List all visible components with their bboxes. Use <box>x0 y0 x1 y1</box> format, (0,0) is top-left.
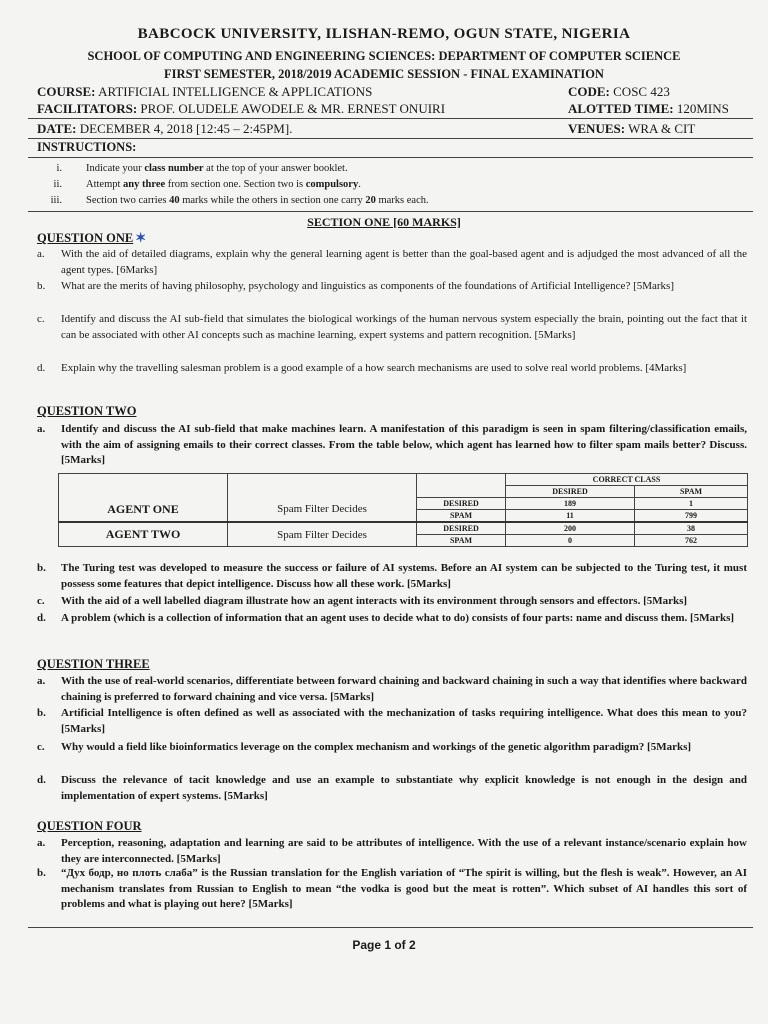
item-text: Why would a field like bioinformatics leverage on the complex mechanism and workings of the genetic algorithm paradigm? [5Marks] <box>61 741 692 753</box>
instruction-number: i. <box>56 163 62 174</box>
time-row <box>568 101 729 117</box>
date-label: DATE: <box>37 121 77 136</box>
instruction-emphasis: any three <box>123 179 166 190</box>
item-text: “Дух бодр, но плоть слаба” is the Russian translation for the English variation of “The spirit is willing, but the flesh is weak”. However, an AI mechanism translates from Russian to English to mean “the vodka is good but the meat is rotten”. Which subset of AI handles this sort of problems and what is playing out here? [5Marks] <box>61 867 747 910</box>
item-letter: d. <box>37 362 46 374</box>
item-text: With the aid of a well labelled diagram illustrate how an agent interacts with its environment through sensors and effectors. [5Marks] <box>61 595 688 607</box>
instruction-item <box>86 163 348 174</box>
question-three-heading: QUESTION THREE <box>37 657 150 671</box>
item-letter: a. <box>37 248 45 260</box>
item-letter: d. <box>37 774 46 786</box>
item-letter: a. <box>37 837 46 849</box>
question-item <box>37 279 747 295</box>
date-value: DECEMBER 4, 2018 [12:45 – 2:45PM]. <box>79 121 293 136</box>
instruction-emphasis: 20 <box>365 195 376 206</box>
question-one-heading <box>37 230 146 246</box>
table-cell <box>59 474 228 498</box>
course-value: ARTIFICIAL INTELLIGENCE & APPLICATIONS <box>98 84 373 99</box>
column-header: DESIRED <box>506 486 635 498</box>
divider <box>28 138 753 139</box>
facilitators-label: FACILITATORS: <box>37 101 138 116</box>
instruction-text: from section one. Section two is <box>165 179 306 190</box>
question-title: QUESTION ONE <box>37 231 134 245</box>
table-cell <box>228 474 417 498</box>
code-row <box>568 84 670 100</box>
facilitators-value: PROF. OLUDELE AWODELE & MR. ERNEST ONUIRI <box>140 101 446 116</box>
item-letter: b. <box>37 707 46 719</box>
item-letter: b. <box>37 562 46 574</box>
question-item <box>37 611 747 627</box>
instruction-text: marks each. <box>375 195 429 206</box>
item-text: Perception, reasoning, adaptation and learning are said to be attributes of intelligence. With the use of a relevant instance/scenario explain how they are interconnected. [5Marks] <box>61 837 747 865</box>
venues-row <box>568 121 695 137</box>
date-row <box>37 121 292 137</box>
school-title: SCHOOL OF COMPUTING AND ENGINEERING SCIENCES: DEPARTMENT OF COMPUTER SCIENCE <box>87 49 681 63</box>
item-text: Identify and discuss the AI sub-field that make machines learn. A manifestation of this paradigm is seen in spam filtering/classification emails, with the aim of assigning emails to their correct classes. From the table below, which agent has learned how to filter spam mails better? Discuss. [5Marks] <box>61 423 747 466</box>
section-one-heading: SECTION ONE [60 MARKS] <box>307 215 461 229</box>
page-number: Page 1 of 2 <box>352 938 416 952</box>
item-letter: b. <box>37 867 46 879</box>
row-label: DESIRED <box>417 522 506 535</box>
facilitators-row <box>37 101 445 117</box>
row-label: DESIRED <box>417 498 506 510</box>
instruction-text: marks while the others in section one carry <box>179 195 366 206</box>
divider <box>28 927 753 928</box>
item-text: The Turing test was developed to measure the success or failure of AI systems. Before an AI system can be subjected to the Turing test, it must possess some features that depict intelligence. Discuss how all these work. [5Marks] <box>61 562 747 590</box>
decides-label: Spam Filter Decides <box>228 498 417 523</box>
university-title: BABCOCK UNIVERSITY, ILISHAN-REMO, OGUN STATE, NIGERIA <box>137 26 631 42</box>
course-row <box>37 84 372 100</box>
instruction-item <box>86 195 429 206</box>
divider <box>28 211 753 212</box>
item-letter: a. <box>37 675 46 687</box>
instruction-emphasis: compulsory <box>305 179 359 190</box>
column-header: SPAM <box>635 486 748 498</box>
divider <box>28 118 753 119</box>
item-text: Discuss the relevance of tacit knowledge and use an example to substantiate why explicit knowledge is not enough in the design and implementation of expert systems. [5Marks] <box>61 774 747 802</box>
item-letter: c. <box>37 313 45 325</box>
question-item <box>37 773 747 804</box>
question-item <box>37 361 747 377</box>
question-item <box>37 422 747 469</box>
agent-name: AGENT ONE <box>59 498 228 523</box>
instruction-number: ii. <box>53 179 62 190</box>
table-value: 799 <box>635 510 748 523</box>
divider <box>28 157 753 158</box>
instruction-text: Attempt <box>86 179 124 190</box>
table-cell <box>417 474 506 498</box>
instruction-text: Section two carries <box>86 195 170 206</box>
time-value: 120MINS <box>676 101 729 116</box>
star-annotation-icon: ✶ <box>135 230 147 245</box>
table-value: 38 <box>635 522 748 535</box>
instruction-text: Indicate your <box>86 163 145 174</box>
table-value: 1 <box>635 498 748 510</box>
time-label: ALOTTED TIME: <box>568 101 674 116</box>
question-item <box>37 247 747 278</box>
question-item <box>37 836 747 867</box>
item-text: With the use of real-world scenarios, differentiate between forward chaining and backward chaining in such a way that identifies where backward chaining is preferred to forward chaining and vice versa. [5Marks] <box>61 675 747 703</box>
table-value: 189 <box>506 498 635 510</box>
code-value: COSC 423 <box>613 84 670 99</box>
question-item <box>37 866 747 913</box>
table-value: 762 <box>635 535 748 547</box>
table-value: 0 <box>506 535 635 547</box>
question-item <box>37 312 747 343</box>
item-text: A problem (which is a collection of information that an agent uses to decide what to do) consists of four parts: name and discuss them. [5Marks] <box>61 612 735 624</box>
instruction-emphasis: 40 <box>169 195 180 206</box>
decides-label: Spam Filter Decides <box>228 522 417 547</box>
instruction-text: at the top of your answer booklet. <box>203 163 348 174</box>
item-letter: c. <box>37 595 45 607</box>
venues-label: VENUES: <box>568 121 626 136</box>
item-letter: a. <box>37 423 46 435</box>
session-title: FIRST SEMESTER, 2018/2019 ACADEMIC SESSION - FINAL EXAMINATION <box>164 67 604 81</box>
question-four-heading: QUESTION FOUR <box>37 819 142 833</box>
code-label: CODE: <box>568 84 610 99</box>
row-label: SPAM <box>417 510 506 523</box>
item-letter: d. <box>37 612 46 624</box>
item-text: Explain why the travelling salesman problem is a good example of a how search mechanisms are used to solve real world problems. [4Marks] <box>61 362 687 374</box>
table-value: 11 <box>506 510 635 523</box>
item-letter: c. <box>37 741 45 753</box>
question-item <box>37 594 747 610</box>
item-text: What are the merits of having philosophy, psychology and linguistics as components of the foundations of Artificial Intelligence? [5Marks] <box>61 280 675 292</box>
question-two-heading: QUESTION TWO <box>37 404 137 418</box>
correct-class-header: CORRECT CLASS <box>506 474 748 486</box>
instruction-item <box>86 179 361 190</box>
table-value: 200 <box>506 522 635 535</box>
instructions-title: INSTRUCTIONS: <box>37 140 137 154</box>
item-letter: b. <box>37 280 46 292</box>
item-text: Artificial Intelligence is often defined as well as associated with the mechanization of tasks requiring intelligence. What does this mean to you? [5Marks] <box>61 707 747 735</box>
spam-filter-table <box>58 473 748 547</box>
venues-value: WRA & CIT <box>628 121 696 136</box>
item-text: With the aid of detailed diagrams, explain why the general learning agent is better than the goal-based agent and is adjudged the most advanced of all the agent types. [6Marks] <box>61 248 747 276</box>
instruction-text: . <box>358 179 361 190</box>
instruction-number: iii. <box>50 195 62 206</box>
question-item <box>37 706 747 737</box>
row-label: SPAM <box>417 535 506 547</box>
question-item <box>37 674 747 705</box>
question-item <box>37 561 747 592</box>
item-text: Identify and discuss the AI sub-field that simulates the biological workings of the human nervous system especially the brain, pointing out the fact that it can be associated with other AI concepts such as machine learning, expert systems and pattern recognition. [5Marks] <box>61 313 747 341</box>
instruction-emphasis: class number <box>144 163 204 174</box>
course-label: COURSE: <box>37 84 96 99</box>
question-item <box>37 740 747 756</box>
agent-name: AGENT TWO <box>59 522 228 547</box>
